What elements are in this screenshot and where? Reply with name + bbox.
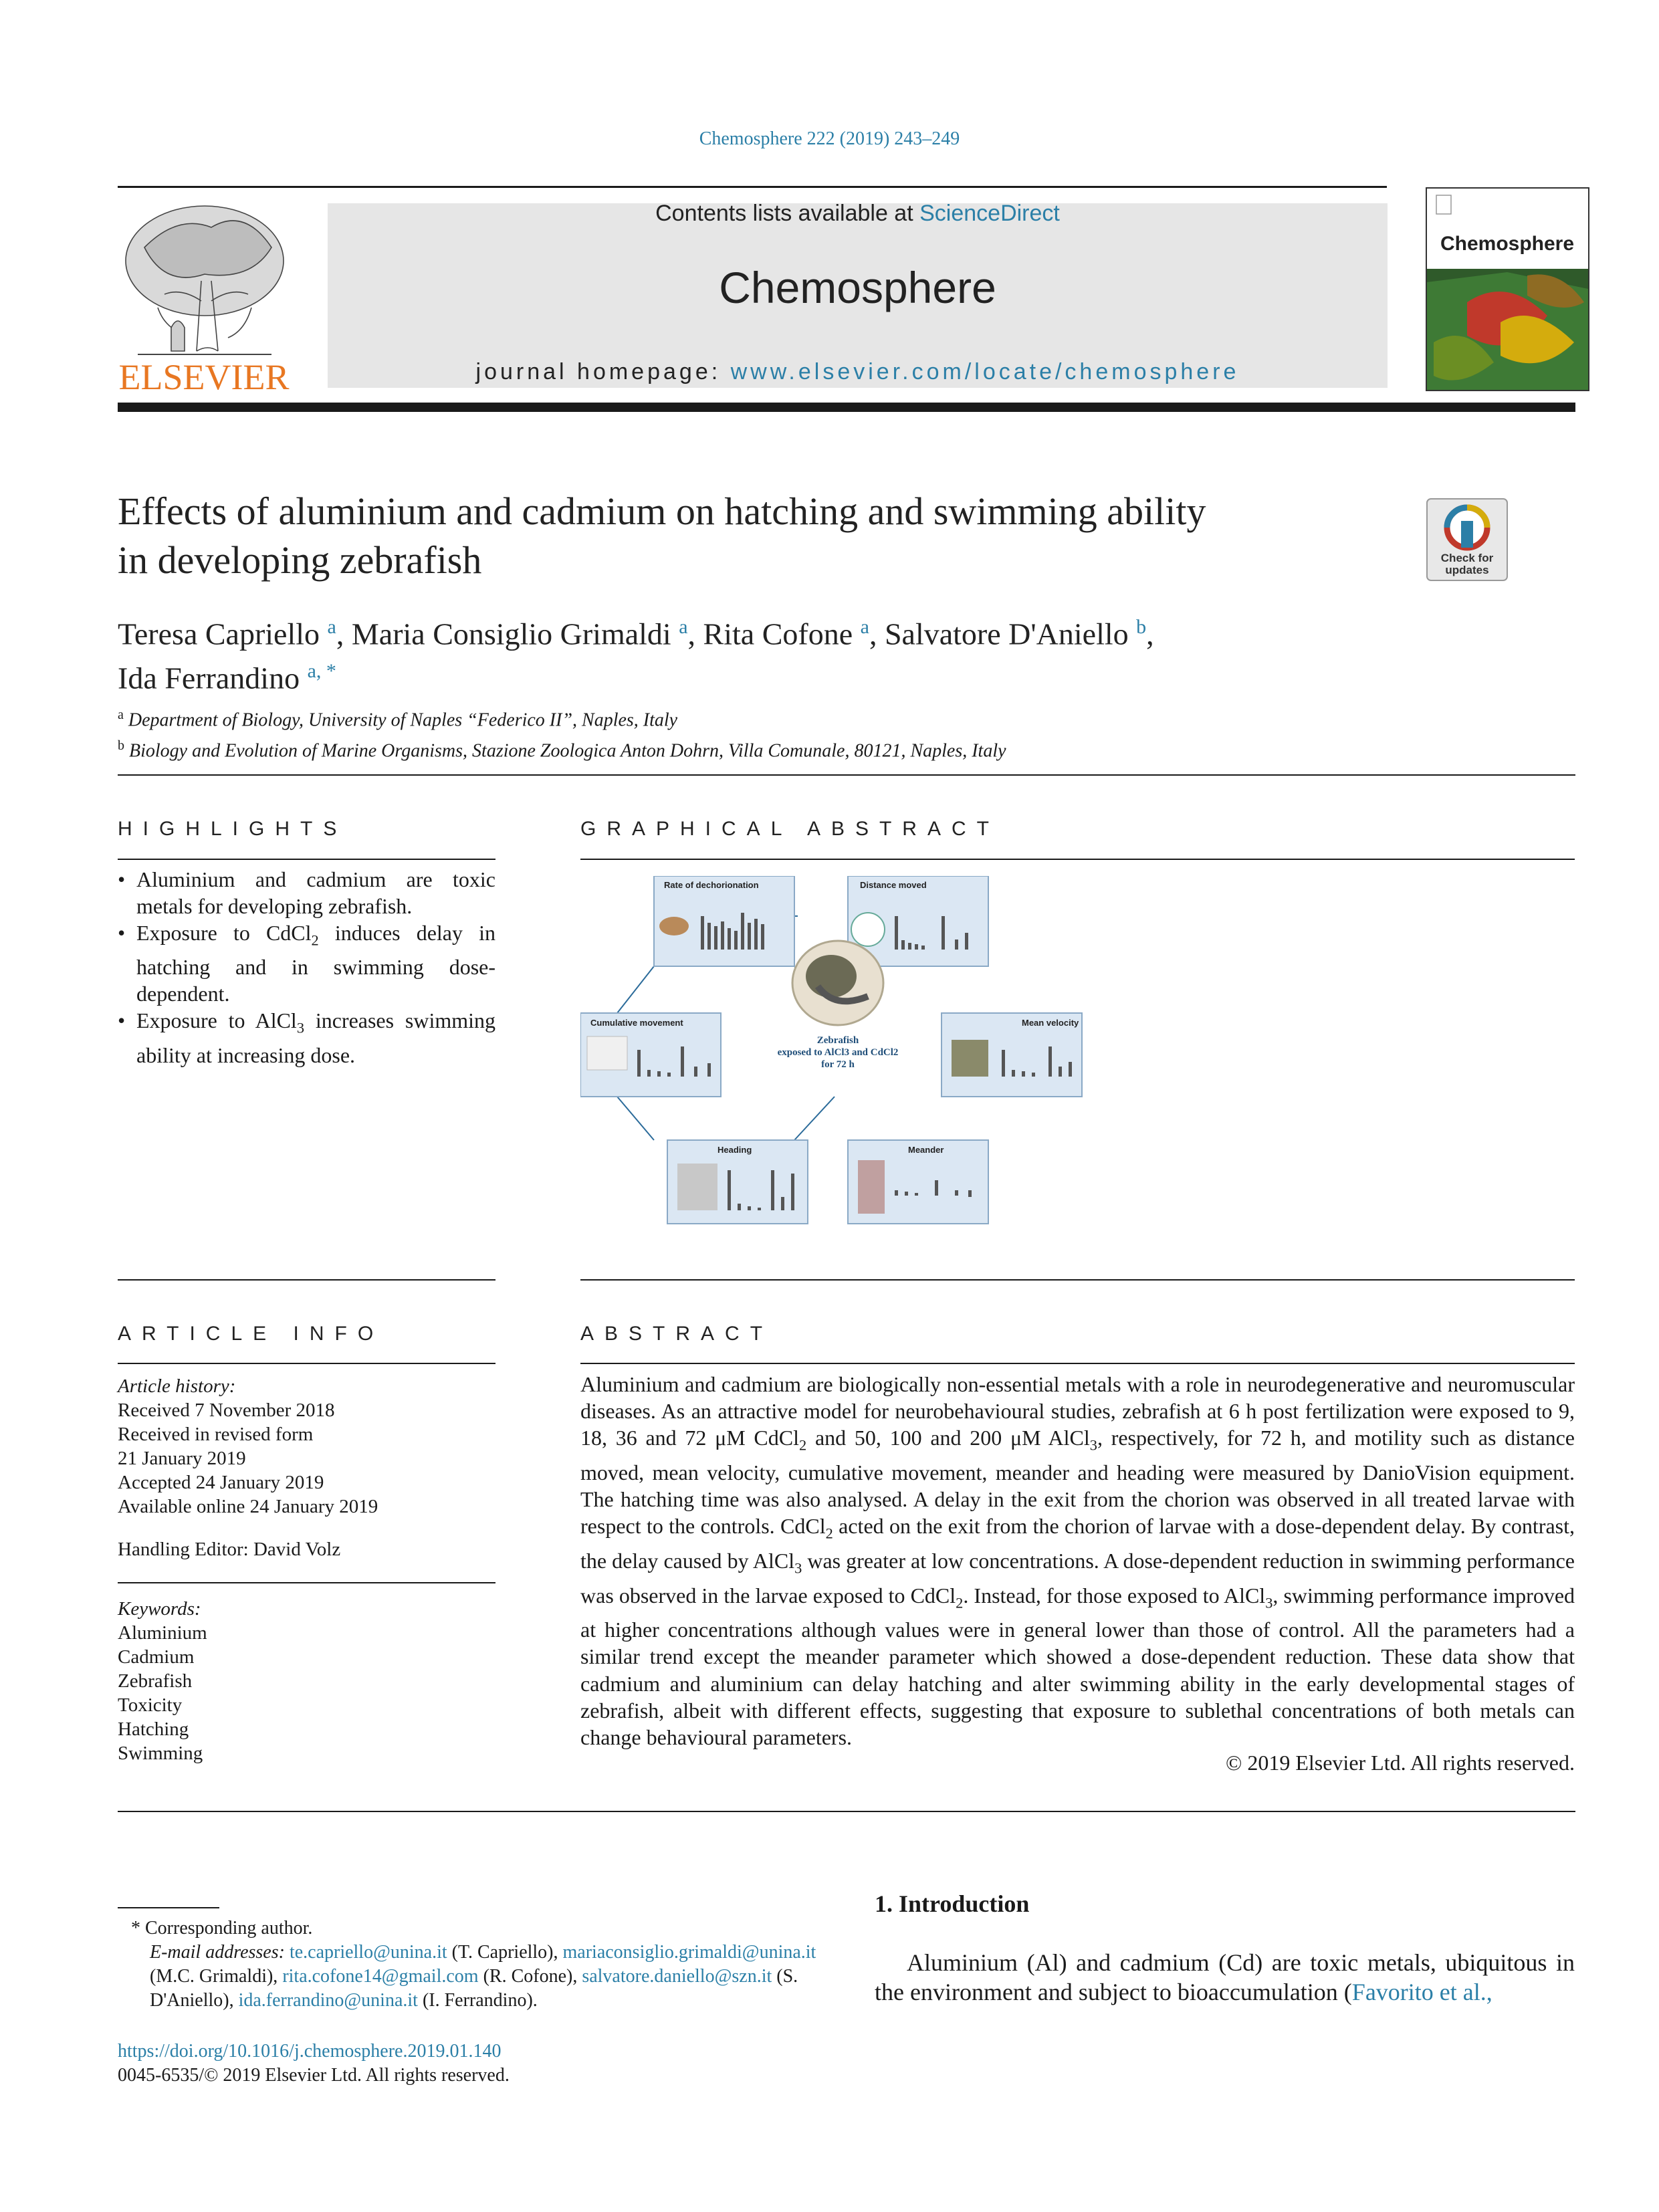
affiliation-rule: [118, 774, 1575, 776]
keywords-rule: [118, 1582, 495, 1583]
paper-title: [118, 487, 1402, 584]
journal-cover-thumbnail[interactable]: [1426, 187, 1589, 391]
paper-title-line-2: in developing zebrafish: [118, 538, 482, 582]
author-2-affil[interactable]: a: [679, 616, 688, 638]
keywords: [118, 1597, 492, 1765]
highlights-rule: [118, 859, 495, 860]
author-2[interactable]: Maria Consiglio Grimaldi: [351, 617, 671, 651]
affiliation-a: [118, 702, 1555, 733]
keyword-item: Cadmium: [118, 1646, 195, 1668]
email-owner: (M.C. Grimaldi),: [150, 1966, 283, 1987]
zebrafish-embryo-image: [792, 941, 883, 1025]
highlights-bottom-rule: [118, 1279, 495, 1281]
abstract-text: and 50, 100 and 200 μM AlCl: [806, 1426, 1090, 1450]
subscript: 3: [1265, 1593, 1273, 1611]
abstract-text: , swimming performance improved at higher concentrations although values were in general lower than those of control. All the parameters had a similar trend except the meander parameter which showed a dose-dependent reduction. These data show that cadmium and aluminium can delay hatching and alter swimming ability in the early developmental stages of zebrafish, albeit with different effects, suggesting that exposure to sublethal concentrations of both metals can change behavioural parameters.: [580, 1583, 1575, 1749]
highlight-text: increases swimming ability at increasing dose.: [136, 1008, 495, 1067]
email-link[interactable]: rita.cofone14@gmail.com: [282, 1966, 479, 1987]
keyword-item: Swimming: [118, 1743, 203, 1764]
panel-title-heading: Heading: [717, 1145, 752, 1155]
embryo-caption-3: for 72 h: [821, 1059, 855, 1070]
affiliation-b-text: Biology and Evolution of Marine Organisms, Stazione Zoologica Anton Dohrn, Villa Comunale, 80121, Naples, Italy: [129, 740, 1006, 762]
abstract-text: acted on the exit from the chorion of larvae with a dose-dependent delay. By contrast, the delay caused by AlCl: [580, 1514, 1575, 1573]
subscript: 2: [825, 1525, 833, 1542]
panel-title-velocity: Mean velocity: [1022, 1018, 1079, 1028]
highlight-item: [118, 866, 495, 919]
cover-title: Chemosphere: [1440, 233, 1575, 255]
panel-meander: [848, 1140, 988, 1224]
highlight-text: induces delay in hatching and in swimming dose-dependent.: [136, 921, 496, 1006]
subscript: 3: [296, 1019, 305, 1036]
keyword-item: Zebrafish: [118, 1670, 193, 1692]
accepted-date: Accepted 24 January 2019: [118, 1472, 324, 1493]
homepage-line: [328, 359, 1388, 385]
footnotes: [118, 1916, 840, 2013]
article-history: [118, 1374, 492, 1561]
email-link[interactable]: salvatore.daniello@szn.it: [582, 1966, 772, 1987]
highlight-item: [118, 1007, 495, 1068]
citation-link[interactable]: Favorito et al.,: [1351, 1979, 1492, 2005]
author-5[interactable]: Ida Ferrandino: [118, 661, 300, 695]
online-date: Available online 24 January 2019: [118, 1496, 378, 1517]
abstract-rule: [580, 1363, 1575, 1364]
introduction-text: Aluminium (Al) and cadmium (Cd) are toxic metals, ubiquitous in the environment and subject to bioaccumulation (: [875, 1949, 1575, 2005]
panel-title-cumulative: Cumulative movement: [590, 1018, 683, 1028]
email-owner: (I. Ferrandino).: [417, 1990, 538, 2011]
contents-prefix: Contents lists available at: [655, 201, 920, 226]
journal-reference-link[interactable]: Chemosphere 222 (2019) 243–249: [699, 128, 960, 149]
graphical-abstract-heading: GRAPHICAL ABSTRACT: [580, 818, 1000, 840]
subscript: 2: [311, 931, 319, 949]
bullet-icon: •: [118, 867, 126, 891]
author-3-affil[interactable]: a: [860, 616, 869, 638]
panel-heading: [667, 1140, 808, 1224]
revised-date: 21 January 2019: [118, 1448, 246, 1469]
author-1[interactable]: Teresa Capriello: [118, 617, 320, 651]
panel-title-distance: Distance moved: [860, 880, 927, 890]
contents-line: [328, 201, 1388, 227]
highlight-text: Aluminium and cadmium are toxic metals for developing zebrafish.: [136, 867, 495, 918]
affiliation-a-text: Department of Biology, University of Naples “Federico II”, Naples, Italy: [128, 709, 678, 731]
author-3[interactable]: Rita Cofone: [703, 617, 853, 651]
check-for-updates-badge[interactable]: [1426, 498, 1508, 581]
top-rule: [118, 186, 1387, 188]
author-1-affil[interactable]: a: [327, 616, 336, 638]
abstract-text: was greater at low concentrations. A dose-dependent reduction in swimming performance was observed in the larvae exposed to CdCl: [580, 1549, 1575, 1608]
keyword-item: Aluminium: [118, 1622, 207, 1644]
abstract-copyright: © 2019 Elsevier Ltd. All rights reserved.: [1226, 1751, 1575, 1775]
doi-link[interactable]: https://doi.org/10.1016/j.chemosphere.2019.01.140: [118, 2041, 502, 2062]
author-5-affil[interactable]: a, *: [307, 660, 336, 683]
bullet-icon: •: [118, 1008, 126, 1033]
embryo-caption-2: exposed to AlCl3 and CdCl2: [777, 1047, 899, 1058]
doi-block: [118, 2039, 840, 2088]
email-owner: (S. D'Aniello),: [150, 1966, 798, 2011]
email-link[interactable]: mariaconsiglio.grimaldi@unina.it: [562, 1942, 816, 1963]
crossmark-text-2: updates: [1445, 564, 1489, 576]
sciencedirect-link[interactable]: ScienceDirect: [919, 201, 1060, 226]
keyword-item: Toxicity: [118, 1694, 183, 1716]
affiliation-b-marker: b: [118, 738, 124, 754]
article-info-rule: [118, 1363, 495, 1364]
email-owner: (T. Capriello),: [447, 1942, 563, 1963]
email-label: E-mail addresses:: [150, 1942, 290, 1963]
author-list: Teresa Capriello $^a$, Maria Consiglio Grimaldi $^a$, Rita Cofone $^a$, Salvatore D'Aniello $^b$, Ida Ferrandino $^{a, *}$: [118, 616, 1154, 695]
email-link[interactable]: te.capriello@unina.it: [289, 1942, 447, 1963]
email-link[interactable]: ida.ferrandino@unina.it: [238, 1990, 418, 2011]
homepage-prefix: journal homepage:: [475, 359, 731, 384]
embryo-caption-1: Zebrafish: [816, 1035, 859, 1046]
highlights-heading: HIGHLIGHTS: [118, 818, 348, 840]
subscript: 3: [794, 1559, 802, 1577]
subscript: 3: [1089, 1436, 1097, 1454]
panel-cumulative-movement: [580, 1013, 721, 1097]
highlight-text: Exposure to CdCl: [136, 921, 312, 945]
introduction-heading: 1. Introduction: [875, 1890, 1030, 1917]
crossmark-text-1: Check for: [1440, 552, 1494, 564]
issn-line: 0045-6535/© 2019 Elsevier Ltd. All rights reserved.: [118, 2065, 510, 2086]
affiliation-b: [118, 733, 1555, 764]
journal-title: Chemosphere: [719, 263, 996, 312]
handling-editor: Handling Editor: David Volz: [118, 1539, 341, 1560]
graphical-abstract-rule: [580, 859, 1575, 860]
elsevier-logo: [118, 201, 290, 395]
subscript: 2: [799, 1436, 807, 1454]
keyword-item: Hatching: [118, 1719, 189, 1740]
abstract-body: [580, 1371, 1575, 1751]
panel-rate-of-dechorionation: [654, 876, 794, 966]
highlight-text: Exposure to AlCl: [136, 1008, 297, 1033]
panel-title-meander: Meander: [908, 1145, 944, 1155]
received-date: Received 7 November 2018: [118, 1400, 335, 1421]
keywords-label: Keywords:: [118, 1598, 201, 1620]
paper-title-line-1: Effects of aluminium and cadmium on hatching and swimming ability: [118, 489, 1206, 533]
graphical-abstract-bottom-rule: [580, 1279, 1575, 1281]
author-4-affil[interactable]: b: [1136, 616, 1147, 638]
author-4[interactable]: Salvatore D'Aniello: [884, 617, 1129, 651]
elsevier-wordmark: ELSEVIER: [118, 357, 290, 395]
homepage-link[interactable]: www.elsevier.com/locate/chemosphere: [730, 359, 1240, 384]
subscript: 2: [956, 1593, 964, 1611]
abstract-bottom-rule: [118, 1811, 1575, 1812]
article-info-heading: ARTICLE INFO: [118, 1323, 384, 1345]
header-thick-rule: [118, 403, 1575, 412]
abstract-text: , respectively, for 72 h, and motility such as distance moved, mean velocity, cumulative movement, meander and heading were measured by DanioVision equipment. The hatching time was also analysed. A delay in the exit from the chorion was observed in all treated larvae with respect to the controls. CdCl: [580, 1426, 1575, 1539]
revised-label: Received in revised form: [118, 1424, 314, 1445]
article-history-label: Article history:: [118, 1375, 236, 1397]
abstract-text: . Instead, for those exposed to AlCl: [963, 1583, 1266, 1608]
email-addresses: [118, 1941, 840, 2013]
panel-title-dechorionation: Rate of dechorionation: [664, 880, 759, 890]
abstract-heading: ABSTRACT: [580, 1323, 774, 1345]
highlight-item: [118, 919, 495, 1007]
panel-mean-velocity: [942, 1013, 1082, 1097]
email-owner: (R. Cofone),: [478, 1966, 582, 1987]
footnote-rule: [118, 1907, 219, 1908]
corresponding-author-note: * Corresponding author.: [131, 1918, 313, 1939]
abstract-text: Aluminium and cadmium are biologically non-essential metals with a role in neurodegenerative and neuromuscular diseases. As an attractive model for neurobehavioural studies, zebrafish at 6 h post fertilization were exposed to 9, 18, 36 and 72 μM CdCl: [580, 1372, 1575, 1450]
introduction-body: [875, 1948, 1575, 2007]
affiliations: [118, 702, 1555, 764]
highlights-list: [118, 866, 495, 1069]
bullet-icon: •: [118, 921, 126, 945]
graphical-abstract-figure: [580, 876, 1102, 1237]
affiliation-a-marker: a: [118, 707, 124, 722]
